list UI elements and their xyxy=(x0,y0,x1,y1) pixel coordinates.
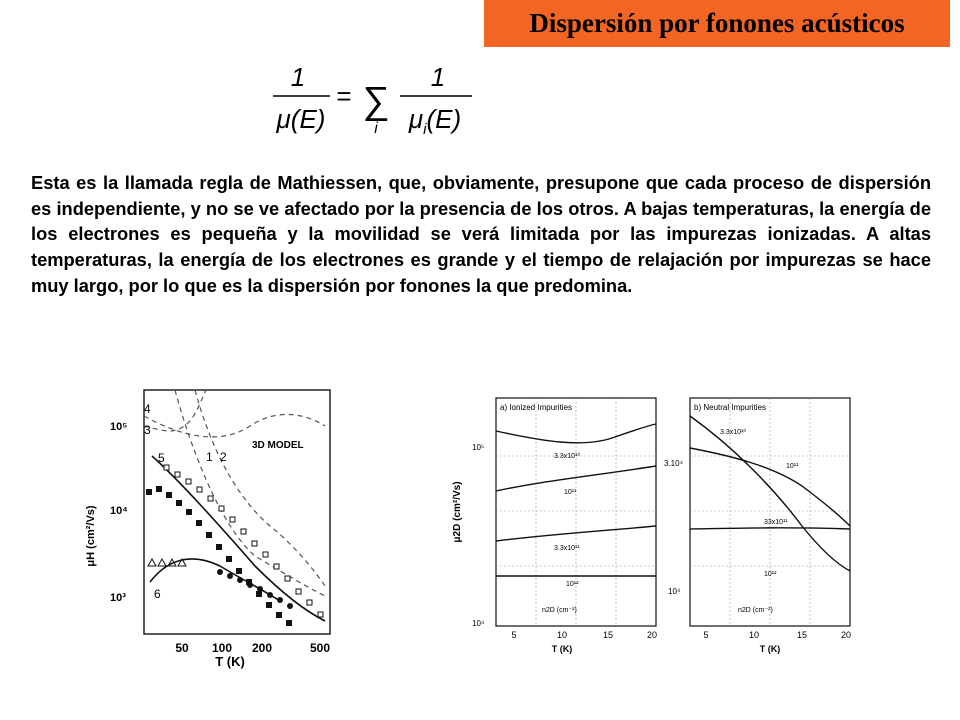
fig2a-label-1e11: 10¹¹ xyxy=(564,489,577,496)
fig2a-ytick-1e4: 10⁴ xyxy=(472,619,485,628)
fig2-ylabel: μ2D (cm²/Vs) xyxy=(452,481,463,543)
formula-equals: = xyxy=(336,81,352,111)
fig2a-n2d-label: n2D (cm⁻²) xyxy=(542,607,577,614)
mathiessen-paragraph: Esta es la llamada regla de Mathiessen, que, obviamente, presupone que cada proceso de dispersión es independiente, y no se ve afectado por la presencia de los otros. A bajas temperaturas, la energía de los electrones es pequeña y la movilidad se verá limitada por las impurezas ionizadas. A altas temperaturas, la energía de los electrones es grande y el tiempo de relajación por impurezas se hace muy largo, por lo que es la dispersión por fonones la que predomina. xyxy=(31,172,931,296)
formula-sum-index: i xyxy=(374,120,378,137)
mathiessen-formula xyxy=(268,58,478,140)
fig1-curve-label-5: 5 xyxy=(158,451,165,465)
fig1-xtick-500: 500 xyxy=(309,641,331,655)
slide-title: Dispersión por fonones acústicos xyxy=(529,8,905,38)
fig1-ytick-1e4: 10⁴ xyxy=(110,505,128,517)
slide-title-banner xyxy=(484,0,950,47)
fig2b-xlabel: T (K) xyxy=(759,644,781,654)
fig2b-n2d-label: n2D (cm⁻²) xyxy=(738,607,773,614)
fig2a-xtick-10: 10 xyxy=(556,630,568,640)
fig2b-label-3.3e10: 3.3x10¹⁰ xyxy=(720,429,747,436)
fig2b-ytick-3e4: 3.10⁴ xyxy=(664,459,684,468)
fig2a-ytick-1e5: 10⁵ xyxy=(472,443,485,452)
fig2b-label-33e11: 33x10¹¹ xyxy=(764,519,788,526)
fig2a-title: a) Ionized Impurities xyxy=(500,403,573,412)
fig1-xlabel: T (K) xyxy=(215,654,245,669)
fig2a-label-3.3e10: 3.3x10¹⁰ xyxy=(554,453,581,460)
fig2a-label-1e12: 10¹² xyxy=(566,581,579,588)
fig1-curve-label-6: 6 xyxy=(154,587,161,601)
formula-num-right: 1 xyxy=(430,62,446,92)
fig2b-ytick-1e4: 10⁴ xyxy=(668,587,681,596)
fig1-ytick-1e5: 10⁵ xyxy=(110,421,128,433)
fig2b-xtick-5: 5 xyxy=(703,630,709,640)
fig1-ylabel: μH (cm²/Vs) xyxy=(85,505,97,567)
fig1-xtick-200: 200 xyxy=(251,641,273,655)
fig2b-xtick-15: 15 xyxy=(796,630,808,640)
fig2a-xlabel: T (K) xyxy=(551,644,573,654)
formula-den-right: $\mu_i(E)$ xyxy=(408,104,462,138)
formula-sum: ∑ xyxy=(362,80,390,122)
fig1-xtick-50: 50 xyxy=(175,641,189,655)
fig1-curve-label-3: 3 xyxy=(144,423,151,437)
fig2b-title: b) Neutral Impurities xyxy=(694,403,767,412)
figure-3d-model xyxy=(80,386,342,670)
formula-num-left: 1 xyxy=(290,62,306,92)
fig2a-label-3.3e11: 3.3x10¹¹ xyxy=(554,545,580,552)
fig2a-xtick-15: 15 xyxy=(602,630,614,640)
fig1-curve-label-1: 1 xyxy=(206,450,213,464)
fig2a-xtick-5: 5 xyxy=(511,630,517,640)
fig2b-label-1e11: 10¹¹ xyxy=(786,463,799,470)
figure-2d-impurities xyxy=(442,386,876,656)
fig2a-xtick-20: 20 xyxy=(646,630,658,640)
formula-den-left: μ(E) xyxy=(276,104,326,134)
fig1-ytick-1e3: 10³ xyxy=(110,592,126,604)
fig2b-xtick-10: 10 xyxy=(748,630,760,640)
fig1-curve-label-2: 2 xyxy=(220,450,227,464)
fig1-xtick-100: 100 xyxy=(211,641,233,655)
fig1-model-label: 3D MODEL xyxy=(252,440,304,451)
fig2b-label-1e12: 10¹² xyxy=(764,571,777,578)
fig2b-xtick-20: 20 xyxy=(840,630,852,640)
fig1-curve-label-4: 4 xyxy=(144,402,151,416)
